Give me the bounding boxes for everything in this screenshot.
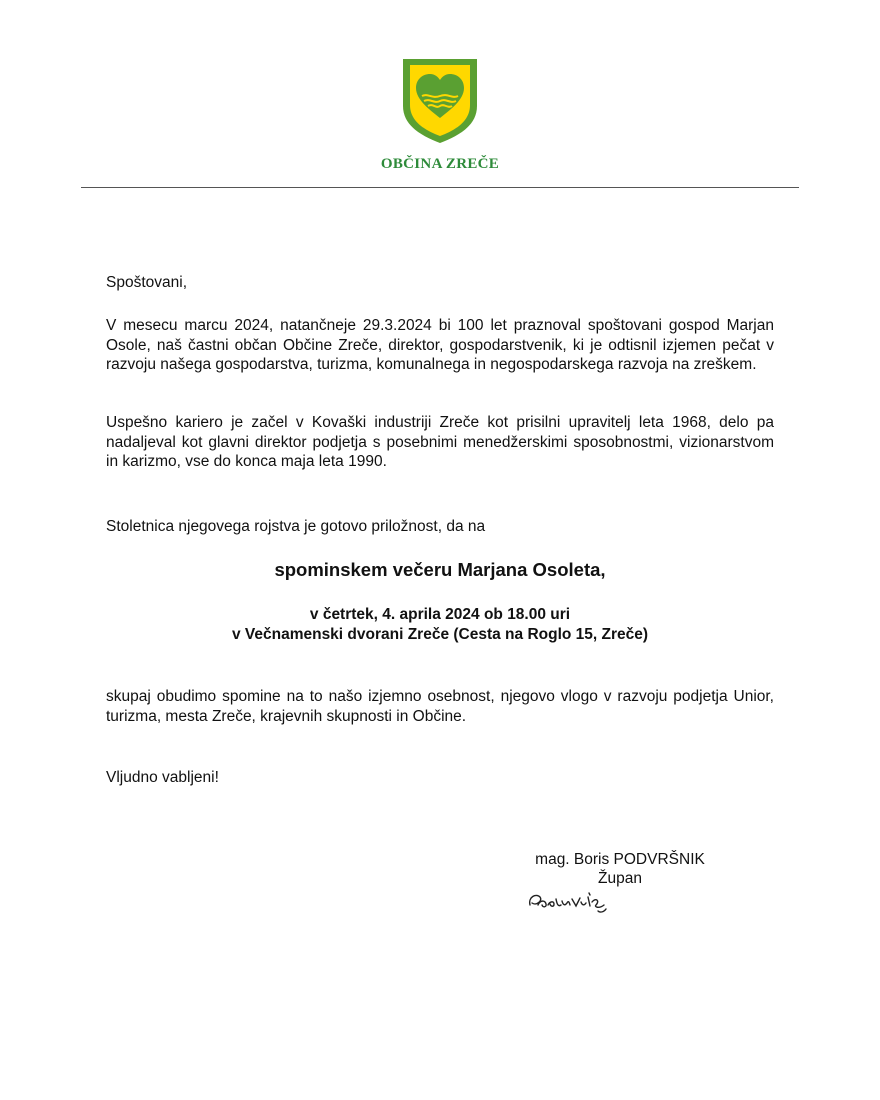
handwritten-signature	[526, 887, 618, 915]
municipality-crest-logo	[402, 58, 478, 144]
event-title: spominskem večeru Marjana Osoleta,	[274, 559, 606, 580]
event-place: v Večnamenski dvorani Zreče (Cesta na Roglo 15, Zreče)	[231, 626, 649, 643]
signatory-title: Župan	[598, 870, 642, 887]
salutation: Spoštovani,	[106, 274, 187, 291]
paragraph-career: Uspešno kariero je začel v Kovaški industriji Zreče kot prisilni upravitelj leta 1968, delo pa nadaljeval kot glavni direktor podjetja s posebnimi menedžerskimi sposobnostmi, vizionarstvom in karizmo, vse do konca maja leta 1990.	[106, 414, 774, 470]
paragraph-memories: skupaj obudimo spomine na to našo izjemno osebnost, njegovo vlogo v razvoju podjetja Unior, turizma, mesta Zreče, krajevnih skupnosti in Občine.	[106, 688, 774, 725]
paragraph-intro: V mesecu marcu 2024, natančneje 29.3.2024 bi 100 let praznoval spoštovani gospod Marjan Osole, naš častni občan Občine Zreče, direktor, gospodarstvenik, ki je odtisnil izjemen pečat v razvoju našega gospodarstva, turizma, komunalnega in negospodarskega razvoja na zreškem.	[106, 317, 774, 373]
event-date: v četrtek, 4. aprila 2024 ob 18.00 uri	[309, 606, 571, 623]
closing-line: Vljudno vabljeni!	[106, 769, 219, 786]
municipality-name: OBČINA ZREČE	[380, 156, 500, 172]
signatory-name: mag. Boris PODVRŠNIK	[535, 851, 705, 868]
header-divider	[81, 187, 799, 188]
paragraph-occasion: Stoletnica njegovega rojstva je gotovo priložnost, da na	[106, 518, 486, 535]
